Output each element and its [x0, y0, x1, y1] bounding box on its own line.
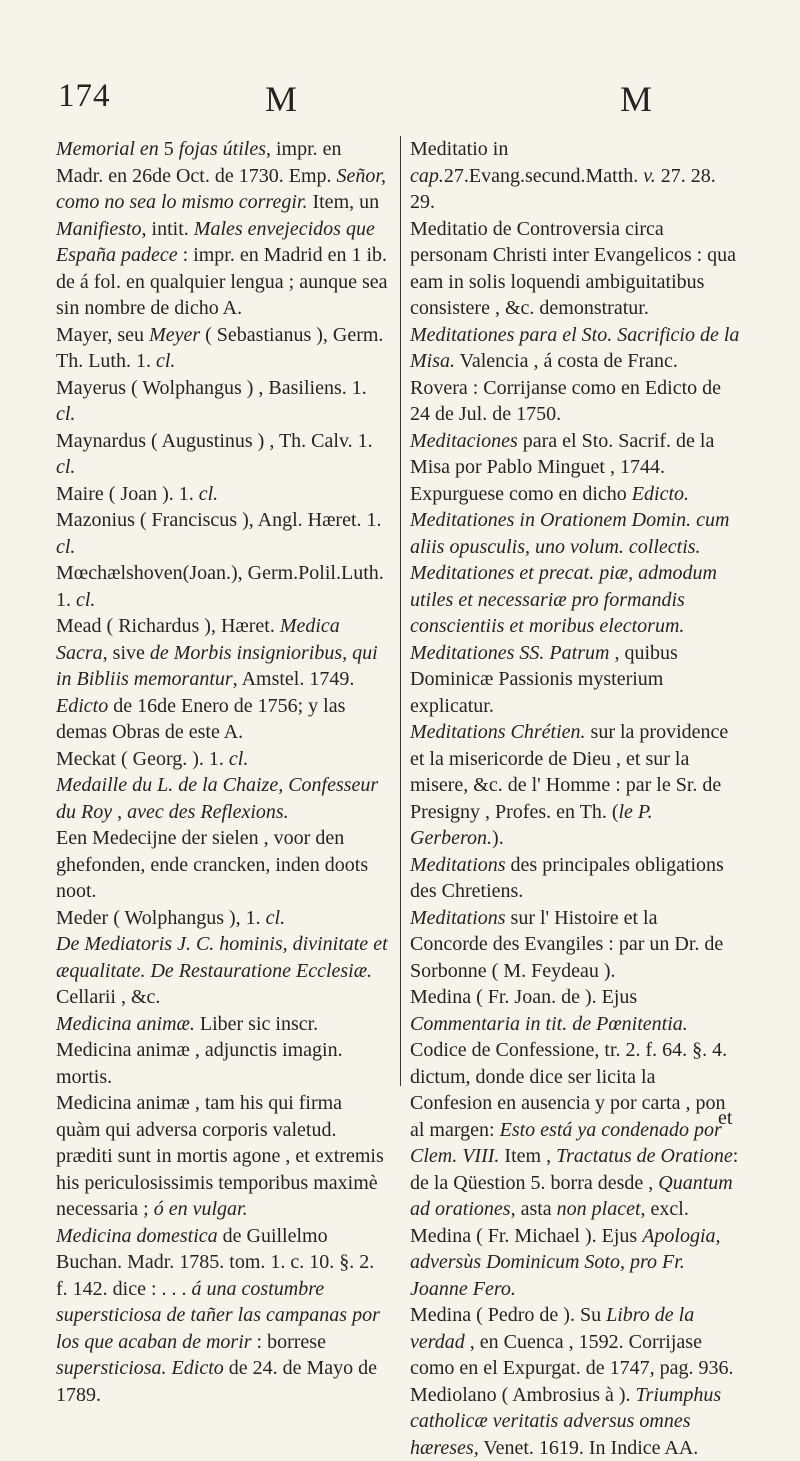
entry-text: Males envejecidos que España padece [56, 218, 375, 267]
entry-text: , Amstel. 1749. [233, 668, 355, 690]
entry-text: Meckat ( Georg. ). 1. [56, 748, 229, 770]
catalog-entry [410, 640, 740, 720]
entry-text: , sive [103, 642, 150, 664]
catalog-entry [56, 1011, 390, 1038]
entry-text: Apologia, adversùs Dominicum Soto, pro Fr. Joanne Fero. [410, 1225, 721, 1300]
catalog-entry [410, 1302, 740, 1382]
entry-text: Codice de Confessione, tr. 2. f. 64. §. 4. dictum, donde dice ser licita la Confesion en ausencia y por carta , pon al margen: [410, 1039, 727, 1141]
entry-text: Valencia , á costa de Franc. Rovera : Corrijanse como en Edicto de 24 de Jul. de 1750. [410, 350, 721, 425]
entry-text: Quantum ad orationes [410, 1172, 733, 1221]
entry-text: cl. [266, 907, 285, 929]
entry-text: Liber sic inscr. [195, 1013, 318, 1035]
running-head-letter-right: M [620, 78, 653, 120]
entry-text: , asta [511, 1198, 557, 1220]
entry-text: Memorial en [56, 138, 164, 160]
entry-text: Item, un [307, 191, 379, 213]
entry-text: Señor, como no sea lo mismo corregir. [56, 165, 386, 214]
catalog-entry [56, 1223, 390, 1409]
entry-text: v. [643, 165, 655, 187]
catalog-entry [56, 481, 390, 508]
entry-text: De Mediatoris J. C. hominis, divinitate et æqualitate. De Restauratione Ecclesiæ. [56, 933, 388, 982]
entry-text: Mazonius ( Franciscus ), Angl. Hæret. 1. [56, 509, 382, 531]
entry-text: cl. [56, 456, 75, 478]
column-divider [400, 136, 401, 1086]
entry-text: Edicto [56, 695, 108, 717]
catalog-entry [56, 428, 390, 481]
entry-text: des principales obligations des Chretiens. [410, 854, 724, 903]
entry-text: ). [492, 827, 504, 849]
catalog-entry [410, 136, 740, 216]
catalog-entry [56, 905, 390, 932]
catalog-entry [56, 375, 390, 428]
entry-text: Mayer, seu [56, 324, 149, 346]
catalog-entry [410, 984, 740, 1223]
entry-text: cl. [199, 483, 218, 505]
entry-text: , quibus Dominicæ Passionis mysterium explicatur. [410, 642, 678, 717]
entry-text: : impr. en Madrid en 1 ib. de á fol. en qualquier lengua ; aunque sea sin nombre de dicho A. [56, 244, 388, 319]
entry-text: de 24. de Mayo de 1789. [56, 1357, 377, 1406]
entry-text: para el Sto. Sacrif. de la Misa por Pablo Minguet , 1744. Expurguese como en dicho [410, 430, 714, 505]
catalog-entry [410, 852, 740, 905]
entry-text: Item , [499, 1145, 556, 1167]
entry-text: Esto está ya condenado por Clem. VIII. [410, 1119, 722, 1168]
right-column [410, 136, 740, 1461]
catalog-entry [56, 1090, 390, 1223]
entry-text: Medaille du L. de la Chaize, Confesseur du Roy , avec des Reflexions. [56, 774, 378, 823]
entry-text: Meditations [410, 907, 506, 929]
catalog-entry [410, 560, 740, 640]
entry-text: : borrese [252, 1331, 326, 1353]
entry-text: , impr. en Madr. en 26de Oct. de 1730. Emp. [56, 138, 342, 187]
entry-text: Meyer [149, 324, 200, 346]
entry-text: Meditationes et precat. piæ, admodum utiles et necessariæ pro formandis conscientiis et moribus electorum. [410, 562, 717, 637]
entry-text: Mediolano ( Ambrosius à ). [410, 1384, 636, 1406]
entry-text: cl. [56, 403, 75, 425]
catalog-entry [56, 560, 390, 613]
entry-text: Meditationes SS. Patrum [410, 642, 609, 664]
catalog-entry [410, 905, 740, 985]
entry-text: cl. [76, 589, 95, 611]
catalog-entry [410, 428, 740, 508]
catalog-entry [410, 507, 740, 560]
entry-text: de Guillelmo Buchan. Madr. 1785. tom. 1. c. 10. §. 2. f. 142. dice : . . . [56, 1225, 374, 1300]
entry-text: Een Medecijne der sielen , voor den ghefonden, ende crancken, inden doots noot. [56, 827, 368, 902]
entry-text: Maynardus ( Augustinus ) , Th. Calv. 1. [56, 430, 373, 452]
entry-text: fojas útiles [179, 138, 266, 160]
entry-text: Libro de la verdad [410, 1304, 694, 1353]
entry-text: Mœchælshoven(Joan.), Germ.Polil.Luth. 1. [56, 562, 384, 611]
entry-text: : de la Qüestion 5. borra desde , [410, 1145, 738, 1194]
entry-text: Meditationes in Orationem Domin. cum aliis opusculis, uno volum. collectis. [410, 509, 729, 558]
entry-text: Venet. 1619. In Indice AA. [479, 1437, 699, 1459]
entry-text: 5 [164, 138, 179, 160]
catalog-entry [410, 322, 740, 428]
entry-text: 27.Evang.secund.Matth. [444, 165, 643, 187]
entry-text: non placet [557, 1198, 641, 1220]
entry-text: Medicina domestica [56, 1225, 218, 1247]
entry-text: Maire ( Joan ). 1. [56, 483, 199, 505]
entry-text: Meditatio in [410, 138, 508, 160]
entry-text: Tractatus de Oratione [556, 1145, 733, 1167]
entry-text: sur la providence et la misericorde de Dieu , et sur la misere, &c. de l' Homme : par le Sr. de Presigny , Profes. en Th. ( [410, 721, 728, 823]
entry-text: , en Cuenca , 1592. Corrijase como en el Expurgat. de 1747, pag. 936. [410, 1331, 733, 1380]
entry-text: cl. [229, 748, 248, 770]
entry-text: Meditatio de Controversia circa personam Christi inter Evangelicos : qua eam in solis loquendi ambiguitatibus consistere , &c. demonstratur. [410, 218, 736, 320]
entry-text: cap. [410, 165, 444, 187]
entry-text: , excl. [641, 1198, 689, 1220]
entry-text: Meder ( Wolphangus ), 1. [56, 907, 266, 929]
entry-text: Meditaciones [410, 430, 518, 452]
entry-text: supersticiosa. Edicto [56, 1357, 224, 1379]
entry-text: Medina ( Pedro de ). Su [410, 1304, 606, 1326]
page-number: 174 [58, 78, 111, 115]
entry-text: Mead ( Richardus ), Hæret. [56, 615, 280, 637]
entry-text: ( Sebastianus ), Germ. Th. Luth. 1. [56, 324, 383, 373]
entry-text: Medicina animæ. [56, 1013, 195, 1035]
catalog-entry [410, 719, 740, 852]
left-column [56, 136, 390, 1408]
entry-text: le P. Gerberon. [410, 801, 653, 850]
entry-text: Meditations Chrétien. [410, 721, 586, 743]
entry-text: , intit. [142, 218, 194, 240]
catalog-entry [56, 322, 390, 375]
catalog-entry [56, 746, 390, 773]
catchword: et [718, 1107, 732, 1130]
entry-text: Meditations [410, 854, 506, 876]
catalog-entry [56, 931, 390, 1011]
entry-text: Medica Sacra [56, 615, 340, 664]
entry-text: Triumphus catholicæ veritatis adversus omnes hæreses, [410, 1384, 721, 1459]
catalog-entry [56, 136, 390, 322]
entry-text: ó en vulgar. [154, 1198, 248, 1220]
entry-text: Medicina animæ , tam his qui firma quàm qui adversa corporis valetud. præditi sunt in mortis agone , et extremis his periculosissimis temporibus maximè necessaria ; [56, 1092, 384, 1220]
entry-text: Commentaria in tit. de Pœnitentia. [410, 1013, 688, 1035]
entry-text: cl. [56, 536, 75, 558]
entry-text: sur l' Histoire et la Concorde des Evangiles : par un Dr. de Sorbonne ( M. Feydeau ). [410, 907, 723, 982]
running-head-letter-left: M [265, 78, 298, 120]
entry-text: Mayerus ( Wolphangus ) , Basiliens. 1. [56, 377, 367, 399]
catalog-entry [410, 1223, 740, 1303]
catalog-entry [56, 772, 390, 825]
catalog-entry [410, 216, 740, 322]
entry-text: Medina ( Fr. Joan. de ). Ejus [410, 986, 637, 1008]
entry-text: cl. [156, 350, 175, 372]
entry-text: Manifiesto [56, 218, 142, 240]
catalog-entry [56, 1037, 390, 1090]
entry-text: de Morbis insignioribus, qui in Bibliis memorantur [56, 642, 378, 691]
entry-text: Cellarii , &c. [56, 986, 160, 1008]
entry-text: á una costumbre supersticiosa de tañer las campanas por los que acaban de morir [56, 1278, 380, 1353]
entry-text: Medina ( Fr. Michael ). Ejus [410, 1225, 642, 1247]
catalog-entry [410, 1382, 740, 1461]
entry-text: Medicina animæ , adjunctis imagin. mortis. [56, 1039, 343, 1088]
catalog-entry [56, 825, 390, 905]
catalog-entry [56, 613, 390, 746]
entry-text: Meditationes para el Sto. Sacrificio de la Misa. [410, 324, 739, 373]
catalog-entry [56, 507, 390, 560]
entry-text: de 16de Enero de 1756; y las demas Obras de este A. [56, 695, 345, 744]
entry-text: 27. 28. 29. [410, 165, 716, 214]
entry-text: Edicto. [632, 483, 689, 505]
